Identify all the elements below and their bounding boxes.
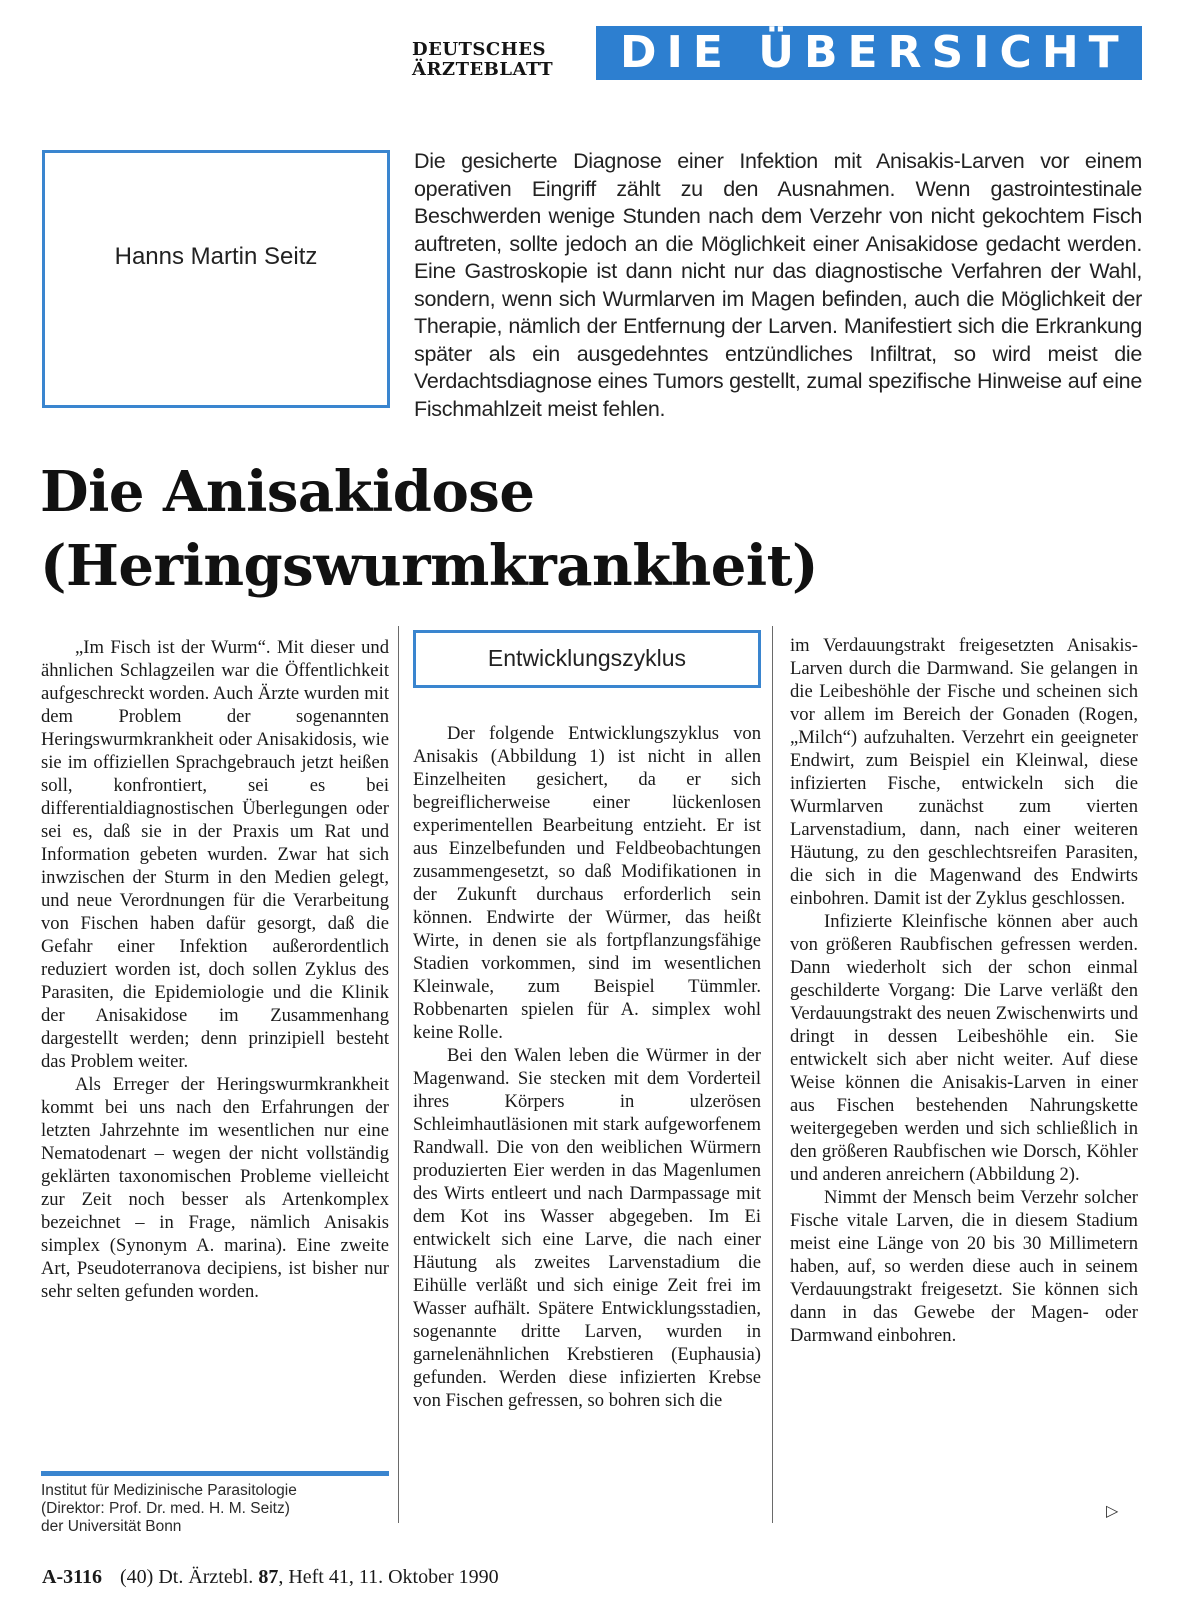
- section-heading: Entwicklungszyklus: [487, 645, 687, 671]
- journal-name-line1: DEUTSCHES: [412, 39, 546, 60]
- affiliation: [41, 1482, 401, 1536]
- paragraph: Als Erreger der Heringswurmkrankheit kommt bei uns nach den Erfahrungen der letzten Jahrzehnte im wesentlichen nur eine Nematodenart – wegen der nicht vollständig geklärten taxonomischen Probleme vielleicht zur Zeit noch besser als Artenkomplex bezeichnet – in Frage, nämlich Anisakis simplex (Synonym A. marina). Eine zweite Art, Pseudoterranova decipiens, ist bisher nur sehr selten gefunden worden.: [41, 1074, 389, 1302]
- paragraph: Infizierte Kleinfische können aber auch von größeren Raubfischen gefressen werden. Dann wiederholt sich der schon einmal geschilderte Vorgang: Die Larve verläßt den Verdauungstrakt des neuen Zwischenwirts und dringt in dessen Leibeshöhle ein. Sie entwickelt sich aber nicht weiter. Auf diese Weise können die Anisakis-Larven in einer aus Fischen bestehenden Nahrungskette weitergegeben werden und sich schließlich in den größeren Raubfischen wie Dorsch, Köhler und anderen anreichern (Abbildung 2).: [790, 911, 1138, 1185]
- section-banner: DIE ÜBERSICHT: [596, 26, 1142, 80]
- paragraph: Der folgende Entwicklungszyklus von Anisakis (Abbildung 1) ist nicht in allen Einzelheiten gesichert, da er sich begreiflicherweise einer lückenlosen experimentellen Bearbeitung entzieht. Er ist aus Einzelbefunden und Feldbeobachtungen zusammengesetzt, so daß Modifikationen in der Zukunft durchaus erforderlich sein können. Endwirte der Würmer, das heißt Wirte, in denen sie als fortpflanzungsfähige Stadien vorkommen, sind im wesentlichen Kleinwale, zum Beispiel Tümmler. Robbenarten spielen für A. simplex wohl keine Rolle.: [413, 723, 761, 1043]
- author-name: Hanns Martin Seitz: [114, 243, 318, 270]
- body-column-2: [413, 722, 761, 1412]
- page-code: A-3116: [42, 1566, 102, 1588]
- page-footer: [42, 1566, 499, 1589]
- abstract-text: Die gesicherte Diagnose einer Infektion mit Anisakis-Larven vor einem operativen Eingriff zählt zu den Ausnahmen. Wenn gastrointestinale Beschwerden wenige Stunden nach dem Verzehr von nicht gekochtem Fisch auftreten, sollte jedoch an die Möglichkeit einer Anisakidose gedacht werden. Eine Gastroskopie ist dann nicht nur das diagnostische Verfahren der Wahl, sondern, wenn sich Wurmlarven im Magen befinden, auch die Möglichkeit der Therapie, nämlich der Entfernung der Larven. Manifestiert sich die Erkrankung später als ein ausgedehntes entzündliches Infiltrat, so wird meist die Verdachtsdiagnose eines Tumors gestellt, zumal spezifische Hinweise auf eine Fischmahlzeit meist fehlen.: [414, 149, 1142, 421]
- journal-abbrev: Dt. Ärztebl.: [158, 1566, 254, 1588]
- paragraph: im Verdauungstrakt freigesetzten Anisakis-Larven durch die Darmwand. Sie gelangen in die Leibeshöhle der Fische und scheinen sich vor allem im Bereich der Gonaden (Rogen, „Milch“) aufzuhalten. Verzehrt ein geeigneter Endwirt, zum Beispiel ein Kleinwal, diese infizierten Fische, entwickeln sich die Wurmlarven zunächst zum vierten Larvenstadium, dann, nach einer weiteren Häutung, zu den geschlechtsreifen Parasiten, die sich in die Magenwand des Endwirts einbohren. Damit ist der Zyklus geschlossen.: [790, 635, 1138, 909]
- article-title: [40, 455, 1140, 603]
- paragraph: „Im Fisch ist der Wurm“. Mit dieser und ähnlichen Schlagzeilen war die Öffentlichkeit aufgeschreckt worden. Auch Ärzte wurden mit dem Problem der sogenannten Heringswurmkrankheit oder Anisakidosis, wie sie im offiziellen Sprachgebrauch jetzt heißen soll, konfrontiert, sei es bei differentialdiagnostischen Überlegungen oder sei es, daß sie in der Praxis um Rat und Information gebeten wurden. Zwar hat sich inwzischen der Sturm in den Medien gelegt, und neue Verordnungen für die Verarbeitung von Fischen haben dafür gesorgt, daß die Gefahr einer Infektion außerordentlich reduziert worden ist, doch sollen Zyklus des Parasiten, die Epidemiologie und die Klinik der Anisakidose im Zusammenhang dargestellt werden; denn prinzipiell besteht das Problem weiter.: [41, 637, 389, 1072]
- affiliation-line: der Universität Bonn: [41, 1518, 182, 1535]
- paragraph: Nimmt der Mensch beim Verzehr solcher Fische vitale Larven, die in diesem Stadium meist eine Länge von 20 bis 30 Millimetern haben, auf, so werden diese auch in seinem Verdauungstrakt freigesetzt. Sie können sich dann in das Gewebe der Magen- oder Darmwand einbohren.: [790, 1187, 1138, 1346]
- affiliation-line: (Direktor: Prof. Dr. med. H. M. Seitz): [41, 1500, 290, 1517]
- body-column-1: [41, 636, 389, 1303]
- author-box: [42, 150, 390, 408]
- section-heading-box: [413, 630, 761, 688]
- affiliation-rule: [41, 1471, 389, 1476]
- column-divider: [772, 626, 773, 1523]
- paragraph: Bei den Walen leben die Würmer in der Magenwand. Sie stecken mit dem Vorderteil ihres Körpers in ulzerösen Schleimhautläsionen mit stark aufgeworfenem Randwall. Die von den weiblichen Würmern produzierten Eier werden in das Magenlumen des Wirts entleert und nach Darmpassage mit dem Kot ins Wasser abgegeben. Im Ei entwickelt sich eine Larve, die nach einer Häutung als zweites Larvenstadium die Eihülle verläßt und sich einige Zeit frei im Wasser aufhält. Spätere Entwicklungsstadien, sogenannte dritte Larven, wurden in garnelenähnlichen Krebstieren (Euphausia) gefunden. Werden diese infizierten Krebse von Fischen gefressen, so bohren sich die: [413, 1045, 761, 1411]
- issue-date: , Heft 41, 11. Oktober 1990: [278, 1566, 499, 1588]
- title-line-1: Die Anisakidose: [40, 459, 535, 525]
- column-divider: [398, 626, 399, 1523]
- page-number: (40): [120, 1566, 154, 1588]
- affiliation-line: Institut für Medizinische Parasitologie: [41, 1482, 297, 1499]
- volume: 87: [258, 1566, 279, 1588]
- continue-arrow-icon: ▷: [1106, 1501, 1119, 1520]
- body-column-3: [790, 634, 1138, 1347]
- title-line-2: (Heringswurmkrankheit): [40, 533, 818, 599]
- journal-name-line2: ÄRZTEBLATT: [412, 59, 554, 80]
- journal-masthead: [412, 40, 586, 80]
